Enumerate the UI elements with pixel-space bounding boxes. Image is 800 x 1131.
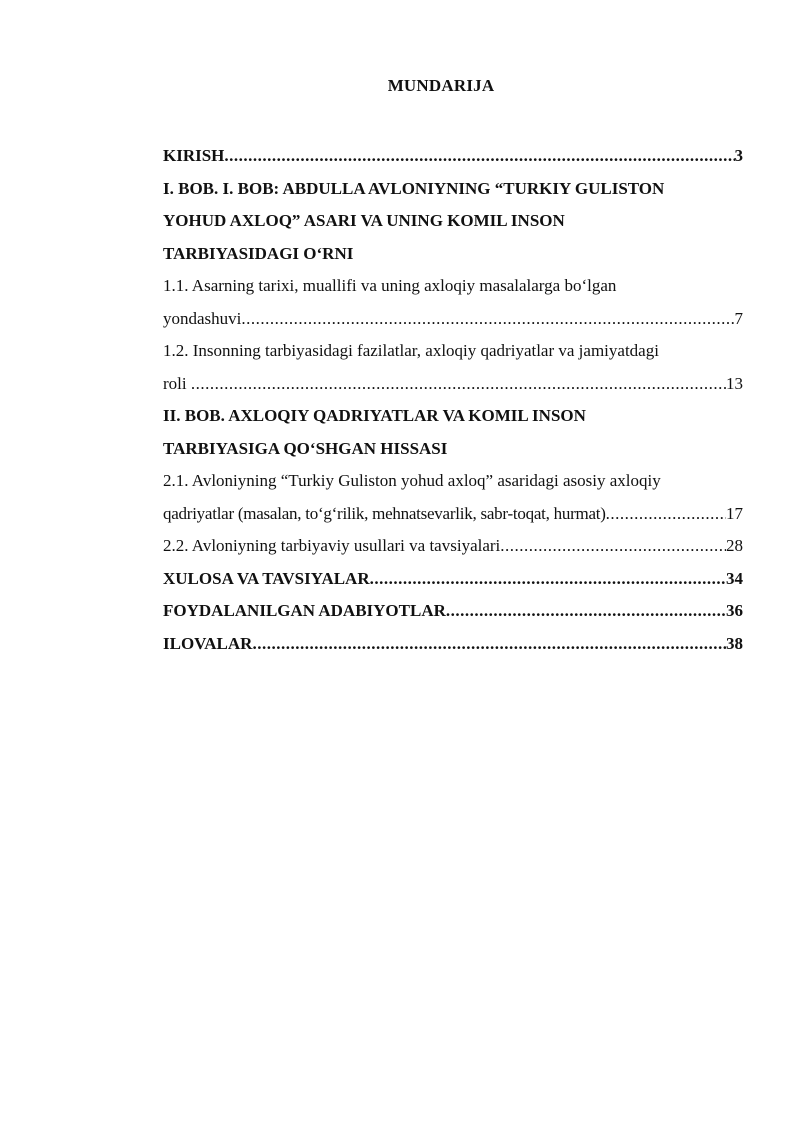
toc-entry-label: II. BOB. AXLOQIY QADRIYATLAR VA KOMIL INSON (163, 406, 586, 425)
toc-chapter-2-line-1[interactable] (163, 400, 743, 433)
toc-entry-label: 1.1. Asarning tarixi, muallifi va uning axloqiy masalalarga bo‘lgan (163, 276, 617, 295)
toc-entry-label: roli (163, 373, 191, 393)
toc-chapter-1-line-1[interactable] (163, 173, 743, 206)
toc-page-number: 7 (734, 308, 743, 328)
dot-leader (252, 628, 726, 661)
toc-entry-label: FOYDALANILGAN ADABIYOTLAR (163, 601, 446, 620)
toc-entry-label: yondashuvi (163, 308, 242, 328)
toc-section-2-1-line-1[interactable] (163, 465, 743, 498)
toc-entry-ilovalar[interactable] (163, 628, 743, 661)
toc-page-number: 38 (726, 633, 743, 653)
toc-section-1-1-line-2[interactable] (163, 303, 743, 336)
toc-entry-label: ILOVALAR (163, 633, 253, 653)
toc-chapter-1-line-2[interactable] (163, 205, 743, 238)
dot-leader (500, 530, 726, 563)
toc-page-number: 3 (734, 146, 743, 165)
toc-section-1-1-line-1[interactable] (163, 270, 743, 303)
toc-entry-label: qadriyatlar (masalan, to‘g‘rilik, mehnatsevarlik, sabr-toqat, hurmat) (163, 503, 606, 523)
toc-entry-label: 2.1. Avloniyning “Turkiy Guliston yohud axloq” asaridagi asosiy axloqiy (163, 471, 661, 490)
toc-page-number: 13 (726, 373, 743, 393)
dot-leader (224, 140, 734, 173)
dot-leader (370, 563, 726, 596)
toc-entry-adabiyotlar[interactable] (163, 595, 743, 628)
toc-entry-label: YOHUD AXLOQ” ASARI VA UNING KOMIL INSON (163, 211, 565, 230)
table-of-contents (163, 140, 743, 660)
dot-leader (191, 368, 726, 401)
toc-entry-label: TARBIYASIGA QO‘SHGAN HISSASI (163, 438, 448, 458)
toc-entry-label: KIRISH (163, 146, 225, 165)
toc-entry-kirish[interactable] (163, 140, 743, 173)
dot-leader (606, 498, 726, 531)
page-title: MUNDARIJA (387, 76, 495, 95)
toc-entry-label: 2.2. Avloniyning tarbiyaviy usullari va tavsiyalari (163, 536, 501, 555)
toc-entry-label: 1.2. Insonning tarbiyasidagi fazilatlar, axloqiy qadriyatlar va jamiyatdagi (163, 341, 659, 360)
toc-chapter-1-line-3[interactable] (163, 238, 743, 271)
toc-entry-xulosa[interactable] (163, 563, 743, 596)
toc-page-number: 34 (726, 568, 743, 588)
toc-entry-label: I. BOB. I. BOB: ABDULLA AVLONIYNING “TURKIY GULISTON (163, 178, 665, 198)
toc-section-2-2[interactable] (163, 530, 743, 563)
toc-entry-label: TARBIYASIDAGI O‘RNI (163, 243, 354, 263)
dot-leader (446, 595, 726, 628)
dot-leader (241, 303, 734, 336)
toc-entry-label: XULOSA VA TAVSIYALAR (163, 568, 370, 588)
toc-chapter-2-line-2[interactable] (163, 433, 743, 466)
toc-page-number: 17 (726, 503, 743, 523)
toc-section-1-2-line-2[interactable] (163, 368, 743, 401)
toc-section-1-2-line-1[interactable] (163, 335, 743, 368)
toc-section-2-1-line-2[interactable] (163, 498, 743, 531)
toc-page-number: 36 (726, 601, 743, 620)
toc-page-number: 28 (726, 536, 743, 555)
